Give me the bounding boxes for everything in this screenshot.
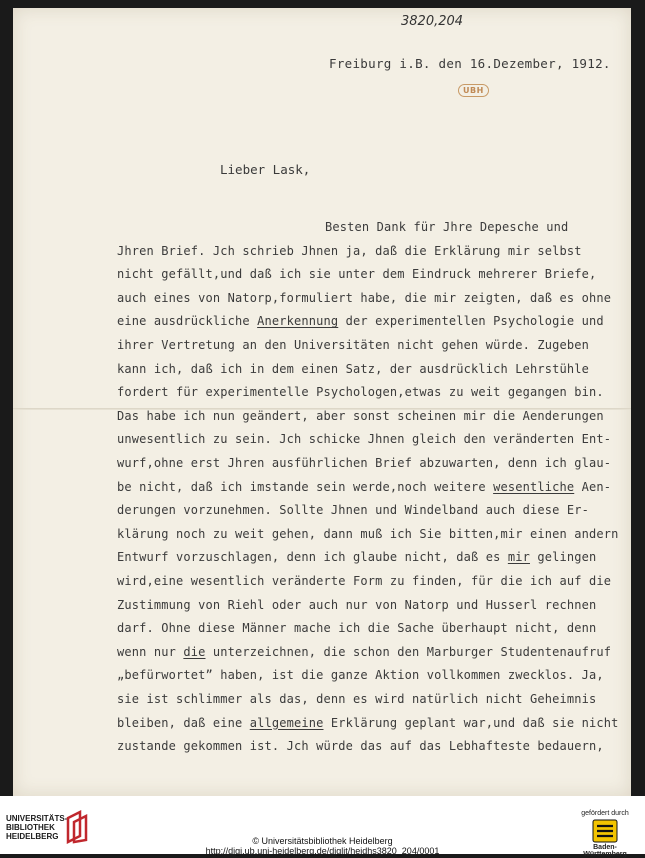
line-text: Entwurf vorzuschlagen, denn ich glaube nicht, daß es: [117, 550, 508, 565]
coat-of-arms-icon: [592, 819, 618, 843]
letter-line: [117, 409, 604, 423]
letter-line: [117, 385, 604, 399]
line-text: wird,eine wesentlich veränderte Form zu finden, für die ich auf die: [117, 574, 612, 588]
letter-line: [117, 456, 611, 470]
letter-line: [117, 527, 618, 541]
line-text: nicht gefällt,und daß ich sie unter dem Eindruck mehrerer Briefe,: [117, 267, 597, 282]
underlined-word: Anerkennung: [257, 314, 339, 329]
line-text: wurf,ohne erst Jhren ausführlichen Brief abzuwarten, denn ich glau-: [117, 456, 612, 470]
letter-line: [117, 314, 604, 328]
line-text: unwesentlich zu sein. Jch schicke Jhnen gleich den veränderten Ent-: [117, 432, 612, 447]
line-text: wenn nur: [117, 644, 184, 659]
line-text: kann ich, daß ich in dem einen Satz, der ausdrücklich Lehrstühle: [117, 361, 589, 376]
letter-line: [117, 550, 596, 564]
line-text: eine ausdrückliche: [117, 314, 258, 329]
line-text: unterzeichnen, die schon den Marburger Studentenaufruf: [205, 644, 612, 659]
salutation: Lieber Lask,: [220, 162, 311, 177]
footer-bar: [0, 796, 645, 858]
letter-line: [117, 598, 596, 612]
letter-line: [117, 739, 604, 753]
line-text: klärung noch zu weit gehen, dann muß ich Sie bitten,mir einen andern: [117, 526, 619, 541]
line-text: Aen-: [574, 479, 612, 494]
line-text: derungen vorzunehmen. Sollte Jhnen und Windelband auch diese Er-: [117, 503, 589, 518]
archive-number: 3820,204: [401, 14, 464, 29]
letter-line: [117, 668, 604, 682]
line-text: Zustimmung von Riehl oder auch nur von Natorp und Husserl rechnen: [117, 597, 597, 612]
letter-page: [13, 8, 631, 796]
letter-line: [117, 645, 611, 659]
underlined-word: mir: [507, 550, 530, 565]
line-text: be nicht, daß ich imstande sein werde,noch weitere: [117, 479, 494, 494]
letter-line: [117, 692, 596, 706]
letter-line: [117, 291, 611, 305]
line-text: auch eines von Natorp,formuliert habe, die mir zeigten, daß es ohne: [117, 290, 612, 305]
line-text: sie ist schlimmer als das, denn es wird natürlich nicht Geheimnis: [117, 692, 597, 706]
line-text: bleiben, daß eine: [117, 715, 250, 730]
copyright-notice: © Universitätsbibliothek Heidelberg: [252, 836, 393, 846]
library-stamp: UBH: [458, 84, 489, 97]
logo-line: UNIVERSITÄTS-: [6, 814, 68, 823]
sponsor-label: gefördert durch: [581, 810, 629, 817]
logo-line: BIBLIOTHEK: [6, 823, 55, 832]
letter-line: [117, 716, 618, 730]
underlined-word: allgemeine: [249, 715, 324, 730]
underlined-word: wesentliche: [493, 479, 575, 494]
letter-line: [117, 244, 582, 258]
letter-line: [117, 267, 596, 281]
permalink-url[interactable]: http://digi.ub.uni-heidelberg.de/diglit/heidhs3820_204/0001: [205, 846, 440, 856]
line-text: Erklärung geplant war,und daß sie nicht: [323, 715, 619, 730]
line-text: fordert für experimentelle Psychologen,etwas zu weit gegangen bin.: [117, 385, 604, 400]
letter-line: [117, 503, 589, 517]
line-text: der experimentellen Psychologie und: [338, 314, 604, 329]
line-text: ihrer Vertretung an den Universitäten nicht gehen würde. Zugeben: [117, 338, 589, 352]
line-text: zustande gekommen ist. Jch würde das auf das Lebhafteste bedauern,: [117, 739, 604, 754]
sponsor-name: Baden-Württemberg: [583, 844, 627, 858]
line-text: Jhren Brief. Jch schrieb Jhnen ja, daß die Erklärung mir selbst: [117, 243, 582, 258]
letter-line: [117, 338, 589, 352]
line-text: gelingen: [529, 550, 597, 565]
letter-line: [117, 432, 611, 446]
letter-line: [117, 574, 611, 588]
sponsor-block: [572, 810, 638, 858]
letter-line: [117, 362, 589, 376]
line-text: Besten Dank für Jhre Depesche und: [325, 220, 569, 234]
logo-line: HEIDELBERG: [6, 832, 59, 841]
line-text: „befürwortet” haben, ist die ganze Aktion vollkommen zwecklos. Ja,: [117, 668, 604, 683]
letter-line: [117, 480, 611, 494]
line-text: Das habe ich nun geändert, aber sonst scheinen mir die Aenderungen: [117, 408, 604, 423]
underlined-word: die: [183, 644, 206, 659]
letter-line: [325, 220, 568, 234]
date-line: Freiburg i.B. den 16.Dezember, 1912.: [329, 56, 611, 71]
line-text: darf. Ohne diese Männer mache ich die Sache überhaupt nicht, denn: [117, 621, 597, 636]
letter-line: [117, 621, 596, 635]
